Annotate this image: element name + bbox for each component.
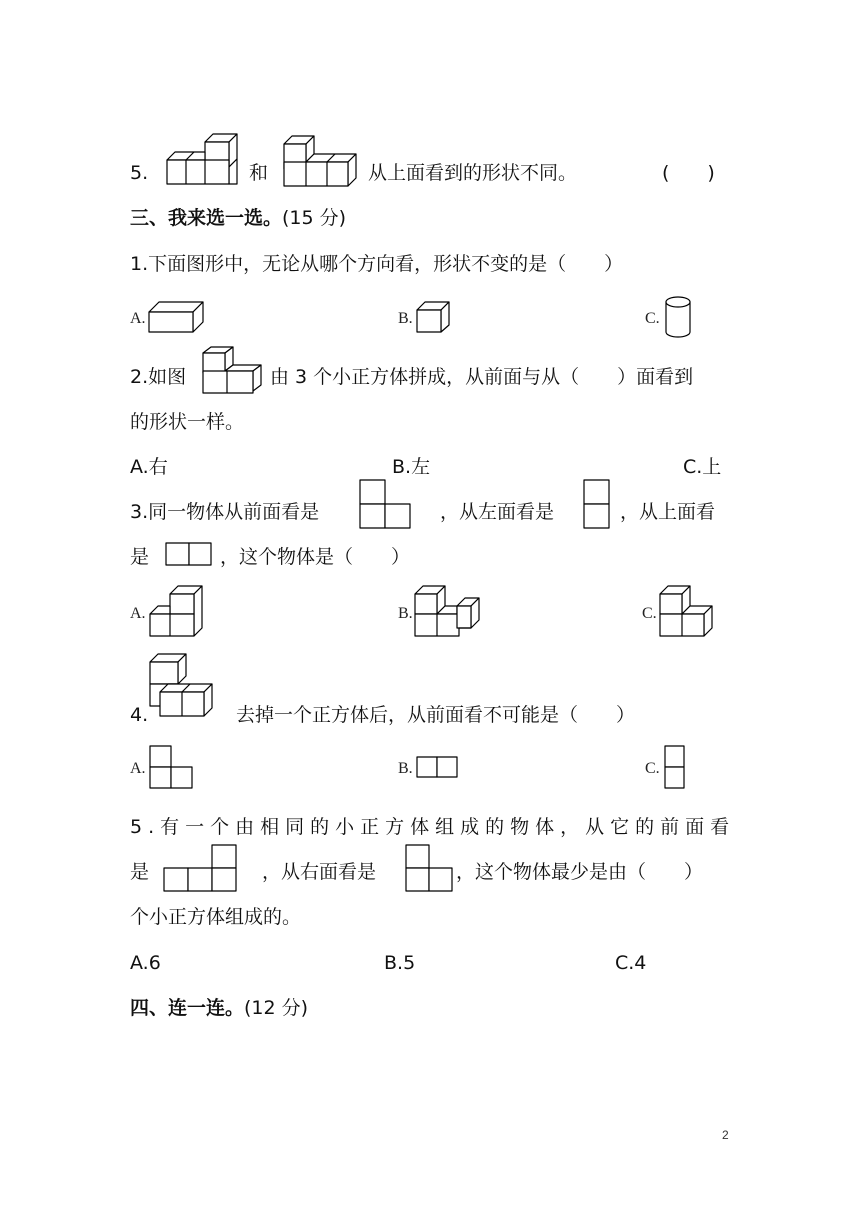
front-view-l-shape	[358, 478, 412, 530]
q1-option-a-label: A.	[130, 310, 146, 327]
q1-text: 1.下面图形中，无论从哪个方向看，形状不变的是（ ）	[130, 253, 624, 275]
cube-figure-option-a	[148, 584, 208, 638]
section4-heading	[130, 996, 308, 1020]
q4-option-c-label: C.	[645, 760, 660, 777]
q2-text-continued: 的形状一样。	[130, 411, 245, 433]
cube-figure-staircase-right	[165, 132, 245, 188]
item5-number: 5.	[130, 162, 149, 184]
page-number: 2	[722, 1128, 729, 1142]
view-l-shape-icon	[148, 744, 196, 792]
q1-option-c-label: C.	[645, 310, 660, 327]
q2-option-b: B.左	[392, 456, 431, 478]
q5-option-a: A.6	[130, 952, 161, 974]
cube-figure-staircase-left	[282, 134, 362, 190]
section3-title: 三、我来选一选。	[130, 207, 283, 229]
section3-score: (15 分)	[282, 207, 347, 229]
q3-option-c-label: C.	[642, 605, 657, 622]
q5-part1: 是	[130, 861, 150, 883]
q5-option-b: B.5	[384, 952, 416, 974]
q5-line3: 个小正方体组成的。	[130, 906, 302, 928]
q3-option-b-label: B.	[398, 605, 413, 622]
q2-option-c: C.上	[683, 456, 722, 478]
item5-text: 从上面看到的形状不同。	[368, 162, 578, 184]
q4-option-b-label: B.	[398, 760, 413, 777]
q5-line1: 5.有一个由相同的小正方体组成的物体，从它的前面看	[130, 816, 736, 838]
section4-score: (12 分)	[244, 997, 309, 1019]
q3-part5: ，这个物体是（ ）	[220, 546, 411, 568]
front-view-three-with-top	[162, 843, 240, 895]
q3-option-a-label: A.	[130, 605, 146, 622]
q2-text: 由 3 个小正方体拼成，从前面与从（ ）面看到	[270, 366, 694, 388]
q5-part2: ，从右面看是	[262, 861, 377, 883]
item5-answer-paren: ( )	[662, 162, 715, 184]
left-view-two-stacked	[582, 478, 612, 530]
cube-figure-option-b	[413, 584, 485, 638]
view-two-side-icon	[415, 755, 461, 781]
section4-title: 四、连一连。	[130, 997, 245, 1019]
item5-connector: 和	[249, 162, 269, 184]
q1-option-b-label: B.	[398, 310, 413, 327]
q3-part4: 是	[130, 546, 150, 568]
cylinder-icon	[664, 294, 694, 340]
q2-option-a: A.右	[130, 456, 168, 478]
q4-number: 4.	[130, 704, 149, 726]
view-two-stacked-icon	[663, 744, 687, 792]
q3-part1: 3.同一物体从前面看是	[130, 501, 320, 523]
top-view-two-side	[164, 541, 214, 569]
right-view-l-shape	[404, 843, 456, 895]
cube-icon	[415, 300, 455, 334]
q5-option-c: C.4	[615, 952, 647, 974]
cube-figure-three-cubes	[201, 345, 267, 397]
q3-part3: ，从上面看	[620, 501, 716, 523]
cuboid-icon	[147, 300, 207, 334]
q4-text: 去掉一个正方体后，从前面看不可能是（ ）	[236, 704, 636, 726]
q4-option-a-label: A.	[130, 760, 146, 777]
q5-part3: ，这个物体最少是由（ ）	[456, 861, 704, 883]
cube-figure-option-c	[658, 584, 718, 638]
q3-part2: ，从左面看是	[440, 501, 555, 523]
q2-prefix: 2.如图	[130, 366, 187, 388]
section3-heading	[130, 206, 346, 230]
cube-figure-q4	[148, 650, 218, 722]
